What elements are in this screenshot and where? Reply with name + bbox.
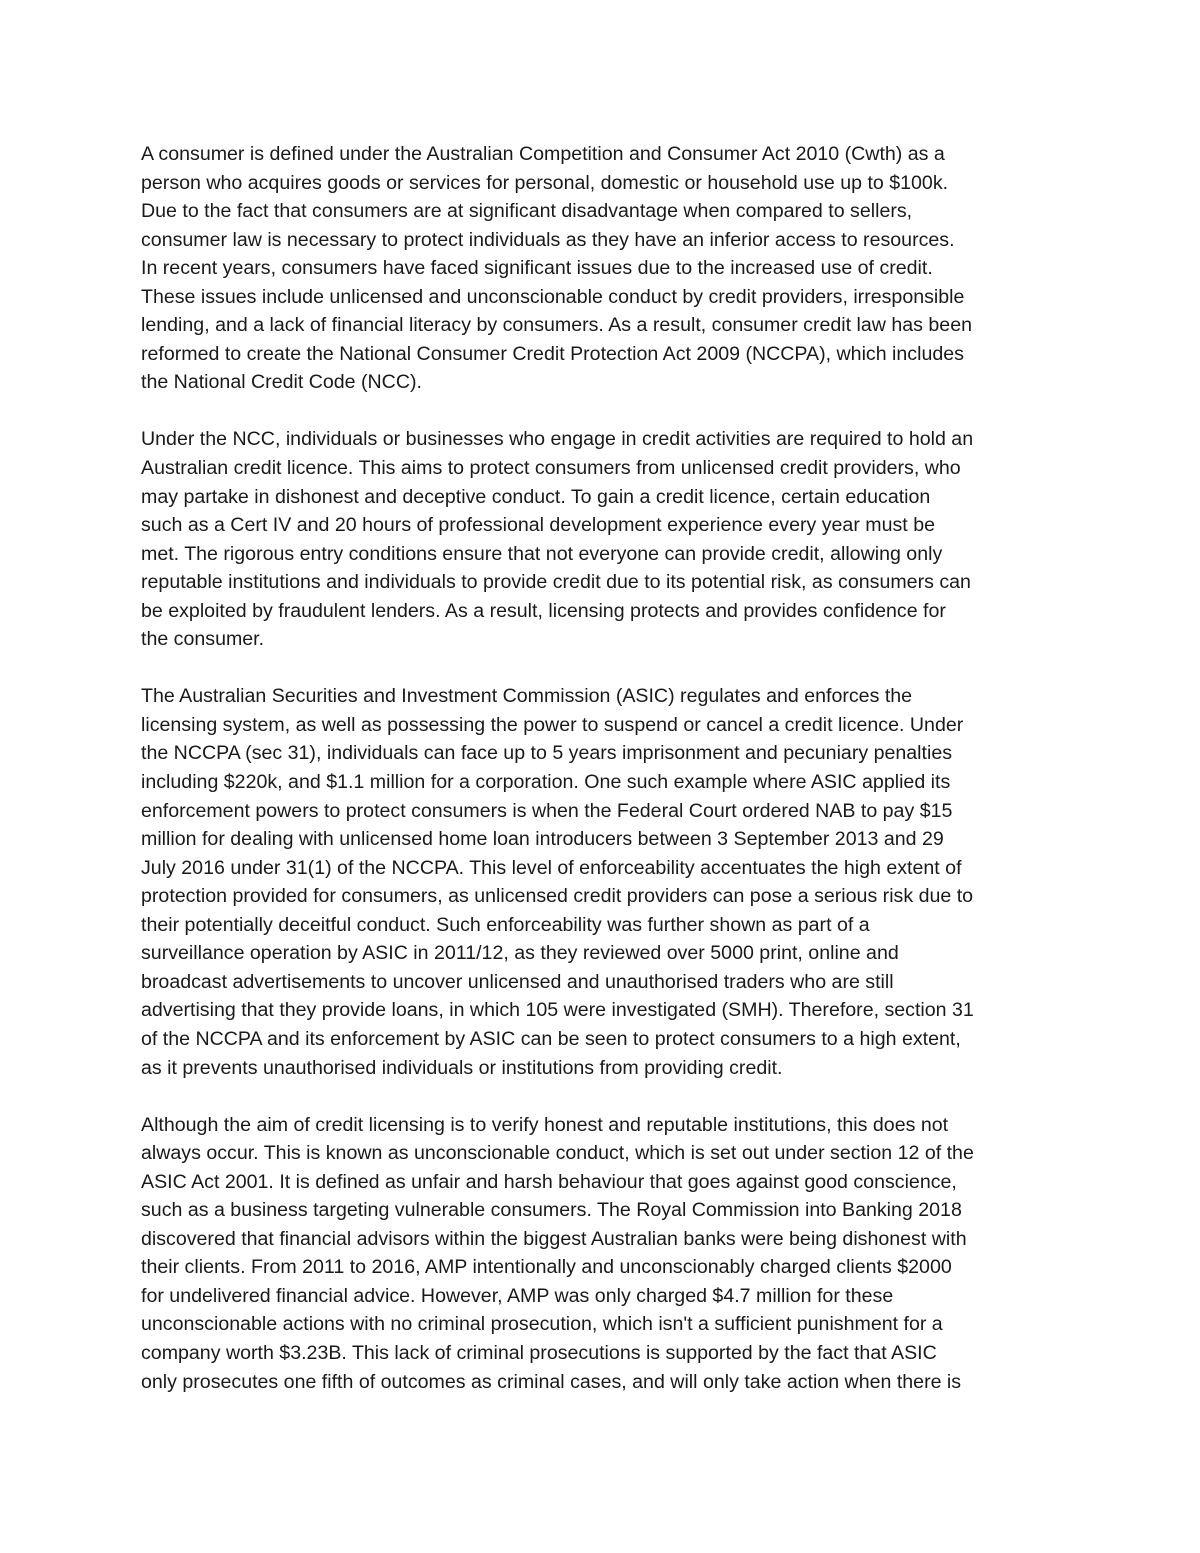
text-line: Under the NCC, individuals or businesses who engage in credit activities are required to hold an [141, 428, 974, 451]
text-line: In recent years, consumers have faced significant issues due to the increased use of credit. [141, 257, 933, 280]
paragraph-3 [141, 682, 1071, 1082]
text-line: advertising that they provide loans, in which 105 were investigated (SMH). Therefore, section 31 [141, 999, 974, 1022]
text-line: broadcast advertisements to uncover unlicensed and unauthorised traders who are still [141, 970, 894, 993]
text-line: including $220k, and $1.1 million for a corporation. One such example where ASIC applied its [141, 771, 951, 794]
text-line: enforcement powers to protect consumers is when the Federal Court ordered NAB to pay $15 [141, 799, 953, 822]
paragraph-2 [141, 425, 1071, 653]
text-line: lending, and a lack of financial literacy by consumers. As a result, consumer credit law has been [141, 314, 972, 337]
text-line: their potentially deceitful conduct. Such enforceability was further shown as part of a [141, 913, 870, 936]
text-line: The Australian Securities and Investment Commission (ASIC) regulates and enforces the [141, 685, 913, 708]
document-body [141, 140, 1071, 1396]
text-line: met. The rigorous entry conditions ensure that not everyone can provide credit, allowing only [141, 542, 943, 565]
text-line: million for dealing with unlicensed home loan introducers between 3 September 2013 and 29 [141, 828, 944, 851]
text-line: company worth $3.23B. This lack of criminal prosecutions is supported by the fact that ASIC [141, 1341, 937, 1364]
text-line: licensing system, as well as possessing the power to suspend or cancel a credit licence. Under [141, 713, 964, 736]
text-line: the consumer. [141, 628, 265, 651]
text-line: Australian credit licence. This aims to protect consumers from unlicensed credit providers, who [141, 457, 961, 480]
text-line: discovered that financial advisors within the biggest Australian banks were being dishonest with [141, 1227, 967, 1250]
text-line: only prosecutes one fifth of outcomes as criminal cases, and will only take action when there is [141, 1370, 962, 1393]
text-line: ASIC Act 2001. It is defined as unfair and harsh behaviour that goes against good conscience, [141, 1170, 957, 1193]
text-line: for undelivered financial advice. However, AMP was only charged $4.7 million for these [141, 1284, 894, 1307]
text-line: the National Credit Code (NCC). [141, 371, 422, 394]
text-line: reputable institutions and individuals to provide credit due to its potential risk, as consumers can [141, 571, 971, 594]
text-line: July 2016 under 31(1) of the NCCPA. This level of enforceability accentuates the high extent of [141, 856, 962, 879]
text-line: Although the aim of credit licensing is to verify honest and reputable institutions, this does not [141, 1113, 949, 1136]
text-line: person who acquires goods or services for personal, domestic or household use up to $100k. [141, 171, 949, 194]
text-line: A consumer is defined under the Australian Competition and Consumer Act 2010 (Cwth) as a [141, 143, 945, 165]
text-line: such as a business targeting vulnerable consumers. The Royal Commission into Banking 2018 [141, 1199, 962, 1222]
text-line: may partake in dishonest and deceptive conduct. To gain a credit licence, certain education [141, 485, 931, 508]
text-line: reformed to create the National Consumer Credit Protection Act 2009 (NCCPA), which includes [141, 342, 964, 365]
text-line: These issues include unlicensed and unconscionable conduct by credit providers, irresponsible [141, 285, 965, 308]
text-line: consumer law is necessary to protect individuals as they have an inferior access to resources. [141, 228, 955, 251]
text-line: always occur. This is known as unconscionable conduct, which is set out under section 12 of the [141, 1142, 974, 1165]
text-line: be exploited by fraudulent lenders. As a result, licensing protects and provides confidence for [141, 599, 946, 622]
text-line: their clients. From 2011 to 2016, AMP intentionally and unconscionably charged clients $2000 [141, 1256, 952, 1279]
text-line: unconscionable actions with no criminal prosecution, which isn't a sufficient punishment for a [141, 1313, 943, 1336]
text-line: Due to the fact that consumers are at significant disadvantage when compared to sellers, [141, 200, 913, 223]
paragraph-1 [141, 140, 1071, 397]
text-line: as it prevents unauthorised individuals or institutions from providing credit. [141, 1056, 783, 1079]
text-line: such as a Cert IV and 20 hours of professional development experience every year must be [141, 514, 935, 537]
text-line: protection provided for consumers, as unlicensed credit providers can pose a serious risk due to [141, 885, 974, 908]
text-line: surveillance operation by ASIC in 2011/12, as they reviewed over 5000 print, online and [141, 942, 899, 965]
paragraph-4 [141, 1111, 1071, 1396]
text-line: of the NCCPA and its enforcement by ASIC can be seen to protect consumers to a high extent, [141, 1027, 961, 1050]
text-line: the NCCPA (sec 31), individuals can face up to 5 years imprisonment and pecuniary penalties [141, 742, 953, 765]
